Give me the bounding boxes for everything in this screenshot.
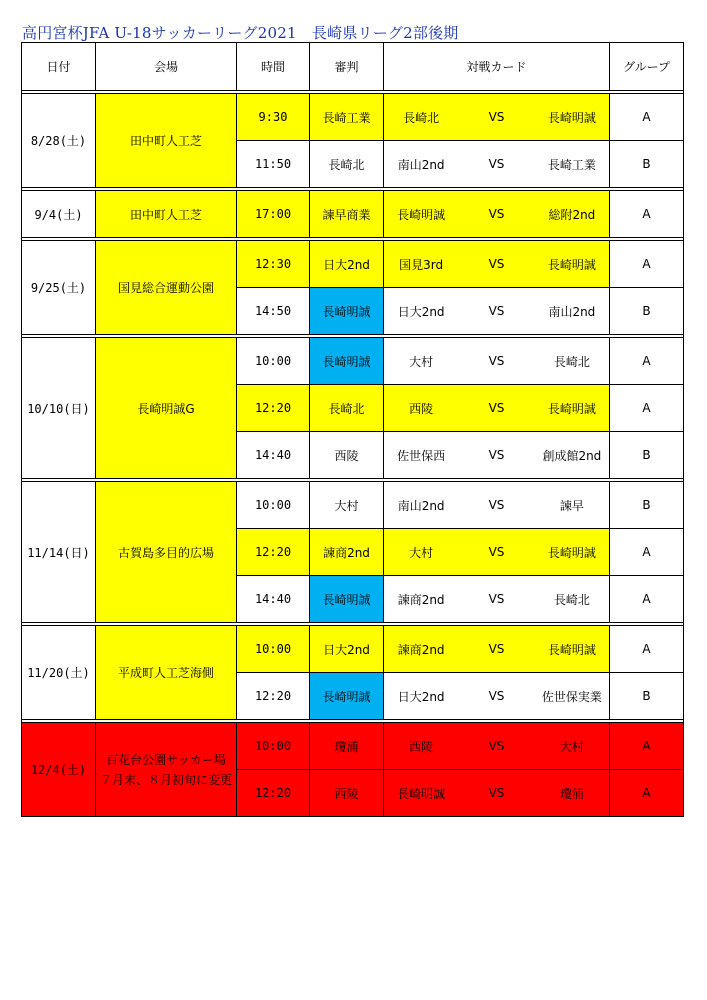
away-team: 大村 bbox=[559, 739, 584, 754]
referee-cell: 日大2nd bbox=[310, 626, 384, 673]
away-team: 長崎明誠 bbox=[547, 545, 596, 560]
time-cell: 17:00 bbox=[237, 191, 310, 238]
group-cell: A bbox=[610, 626, 684, 673]
time-cell: 14:40 bbox=[237, 432, 310, 479]
home-team: 諫商2nd bbox=[397, 642, 445, 657]
away-team: 瓊浦 bbox=[559, 786, 584, 801]
group-cell: A bbox=[610, 241, 684, 288]
away-team: 長崎明誠 bbox=[547, 110, 596, 125]
venue-cell bbox=[96, 723, 237, 817]
referee-cell: 長崎工業 bbox=[310, 94, 384, 141]
table-row bbox=[22, 482, 684, 529]
date-cell: 11/14(日) bbox=[22, 482, 96, 623]
group-cell: A bbox=[610, 385, 684, 432]
match-cell bbox=[384, 141, 610, 188]
vs-label: VS bbox=[488, 448, 505, 462]
home-team: 西陵 bbox=[409, 739, 434, 754]
match-cell bbox=[384, 385, 610, 432]
page-title: 高円宮杯JFA U-18サッカーリーグ2021 長崎県リーグ2部後期 bbox=[22, 24, 459, 42]
away-team: 佐世保実業 bbox=[541, 689, 602, 704]
time-cell: 12:20 bbox=[237, 385, 310, 432]
away-team: 長崎明誠 bbox=[547, 257, 596, 272]
home-team: 日大2nd bbox=[397, 304, 445, 319]
match-cell bbox=[384, 432, 610, 479]
match-cell bbox=[384, 191, 610, 238]
group-cell: A bbox=[610, 770, 684, 817]
time-cell: 9:30 bbox=[237, 94, 310, 141]
vs-label: VS bbox=[488, 354, 505, 368]
venue-cell: 長崎明誠G bbox=[96, 338, 237, 479]
home-team: 長崎明誠 bbox=[397, 786, 446, 801]
venue-cell: 田中町人工芝 bbox=[96, 94, 237, 188]
header-referee: 審判 bbox=[310, 43, 384, 91]
referee-cell: 長崎北 bbox=[310, 141, 384, 188]
away-team: 長崎明誠 bbox=[547, 401, 596, 416]
venue-cell: 国見総合運動公園 bbox=[96, 241, 237, 335]
match-cell bbox=[384, 482, 610, 529]
date-cell: 10/10(日) bbox=[22, 338, 96, 479]
table-row bbox=[22, 723, 684, 770]
referee-cell: 長崎明誠 bbox=[310, 576, 384, 623]
away-team: 長崎北 bbox=[553, 354, 590, 369]
date-cell: 9/25(土) bbox=[22, 241, 96, 335]
referee-cell: 大村 bbox=[310, 482, 384, 529]
venue-note: ７月末、８月初旬に変更 bbox=[99, 772, 232, 787]
referee-cell: 長崎明誠 bbox=[310, 288, 384, 335]
match-cell bbox=[384, 241, 610, 288]
referee-cell: 長崎明誠 bbox=[310, 673, 384, 720]
venue-cell: 平成町人工芝海側 bbox=[96, 626, 237, 720]
group-cell: A bbox=[610, 338, 684, 385]
date-cell: 9/4(土) bbox=[22, 191, 96, 238]
vs-label: VS bbox=[488, 304, 505, 318]
home-team: 国見3rd bbox=[399, 257, 444, 272]
match-cell bbox=[384, 723, 610, 770]
time-cell: 10:00 bbox=[237, 482, 310, 529]
home-team: 南山2nd bbox=[397, 157, 445, 172]
referee-cell: 日大2nd bbox=[310, 241, 384, 288]
header-match: 対戦カード bbox=[384, 43, 610, 91]
table-row bbox=[22, 338, 684, 385]
group-cell: B bbox=[610, 432, 684, 479]
time-cell: 12:20 bbox=[237, 529, 310, 576]
away-team: 長崎明誠 bbox=[547, 642, 596, 657]
group-cell: B bbox=[610, 288, 684, 335]
match-cell bbox=[384, 626, 610, 673]
vs-label: VS bbox=[488, 739, 505, 753]
home-team: 日大2nd bbox=[397, 689, 445, 704]
group-cell: A bbox=[610, 576, 684, 623]
date-cell: 8/28(土) bbox=[22, 94, 96, 188]
group-cell: A bbox=[610, 191, 684, 238]
table-row bbox=[22, 626, 684, 673]
header-date: 日付 bbox=[22, 43, 96, 91]
table-row bbox=[22, 94, 684, 141]
time-cell: 12:20 bbox=[237, 673, 310, 720]
vs-label: VS bbox=[488, 207, 505, 221]
header-group: グループ bbox=[610, 43, 684, 91]
referee-cell: 西陵 bbox=[310, 770, 384, 817]
away-team: 総附2nd bbox=[548, 207, 596, 222]
header-time: 時間 bbox=[237, 43, 310, 91]
venue-cell: 古賀島多目的広場 bbox=[96, 482, 237, 623]
match-cell bbox=[384, 288, 610, 335]
time-cell: 12:20 bbox=[237, 770, 310, 817]
referee-cell: 長崎明誠 bbox=[310, 338, 384, 385]
match-cell bbox=[384, 529, 610, 576]
group-cell: A bbox=[610, 529, 684, 576]
home-team: 西陵 bbox=[409, 401, 434, 416]
away-team: 南山2nd bbox=[548, 304, 596, 319]
referee-cell: 諫早商業 bbox=[310, 191, 384, 238]
date-cell: 11/20(土) bbox=[22, 626, 96, 720]
group-cell: A bbox=[610, 723, 684, 770]
table-row bbox=[22, 241, 684, 288]
referee-cell: 諫商2nd bbox=[310, 529, 384, 576]
home-team: 佐世保西 bbox=[397, 448, 446, 463]
home-team: 大村 bbox=[409, 545, 434, 560]
schedule-table bbox=[21, 42, 684, 817]
match-cell bbox=[384, 576, 610, 623]
vs-label: VS bbox=[488, 786, 505, 800]
table-row bbox=[22, 191, 684, 238]
vs-label: VS bbox=[488, 689, 505, 703]
vs-label: VS bbox=[488, 257, 505, 271]
home-team: 長崎北 bbox=[403, 110, 440, 125]
away-team: 諫早 bbox=[559, 498, 584, 513]
group-cell: B bbox=[610, 482, 684, 529]
home-team: 諫商2nd bbox=[397, 592, 445, 607]
away-team: 長崎北 bbox=[553, 592, 590, 607]
home-team: 大村 bbox=[409, 354, 434, 369]
vs-label: VS bbox=[488, 157, 505, 171]
header-venue: 会場 bbox=[96, 43, 237, 91]
away-team: 長崎工業 bbox=[547, 157, 596, 172]
referee-cell: 長崎北 bbox=[310, 385, 384, 432]
time-cell: 10:00 bbox=[237, 626, 310, 673]
time-cell: 11:50 bbox=[237, 141, 310, 188]
time-cell: 10:00 bbox=[237, 723, 310, 770]
date-cell: 12/4(土) bbox=[22, 723, 96, 817]
referee-cell: 瓊浦 bbox=[310, 723, 384, 770]
venue-name: 百花台公園サッカー場 bbox=[106, 752, 226, 767]
time-cell: 14:40 bbox=[237, 576, 310, 623]
venue-cell: 田中町人工芝 bbox=[96, 191, 237, 238]
referee-cell: 西陵 bbox=[310, 432, 384, 479]
away-team: 創成館2nd bbox=[542, 448, 602, 463]
group-cell: B bbox=[610, 673, 684, 720]
header-row bbox=[22, 43, 684, 91]
vs-label: VS bbox=[488, 401, 505, 415]
vs-label: VS bbox=[488, 498, 505, 512]
match-cell bbox=[384, 770, 610, 817]
home-team: 南山2nd bbox=[397, 498, 445, 513]
time-cell: 12:30 bbox=[237, 241, 310, 288]
vs-label: VS bbox=[488, 592, 505, 606]
match-cell bbox=[384, 338, 610, 385]
match-cell bbox=[384, 673, 610, 720]
match-cell bbox=[384, 94, 610, 141]
vs-label: VS bbox=[488, 642, 505, 656]
group-cell: A bbox=[610, 94, 684, 141]
home-team: 長崎明誠 bbox=[397, 207, 446, 222]
group-cell: B bbox=[610, 141, 684, 188]
time-cell: 14:50 bbox=[237, 288, 310, 335]
vs-label: VS bbox=[488, 110, 505, 124]
time-cell: 10:00 bbox=[237, 338, 310, 385]
vs-label: VS bbox=[488, 545, 505, 559]
